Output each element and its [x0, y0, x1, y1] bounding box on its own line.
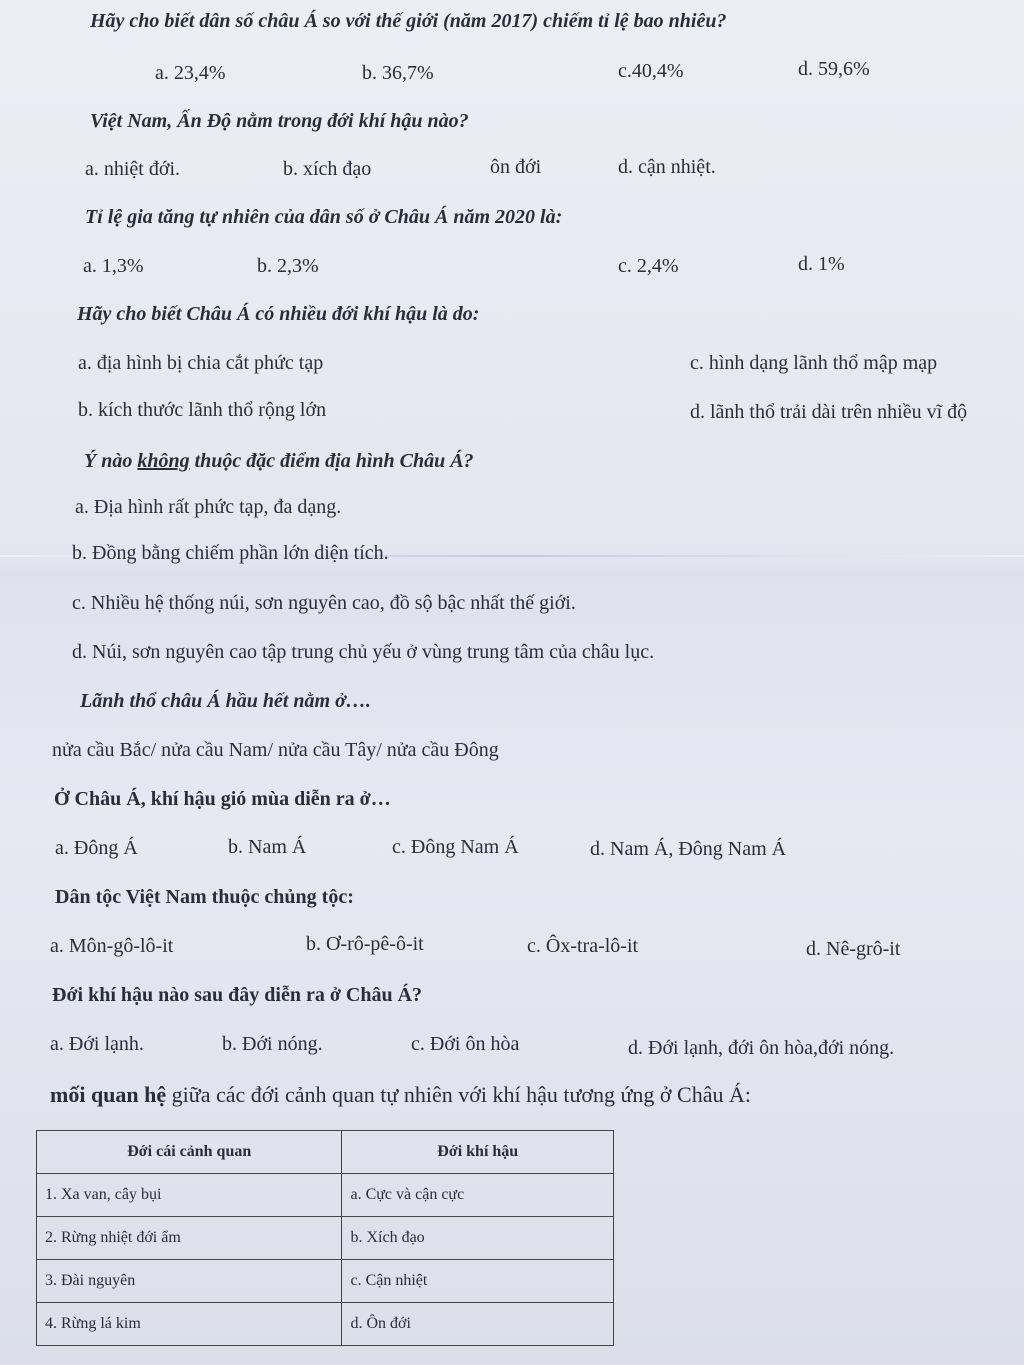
matching-table [36, 1130, 614, 1346]
table-row [37, 1174, 614, 1217]
q7-option-b: b. Nam Á [228, 836, 307, 858]
q5-option-c: c. Nhiều hệ thống núi, sơn nguyên cao, đồ sộ bậc nhất thế giới. [72, 592, 576, 614]
q7-option-d: d. Nam Á, Đông Nam Á [590, 838, 787, 860]
question-9: Đới khí hậu nào sau đây diễn ra ở Châu Á? [52, 984, 423, 1006]
q8-option-a: a. Môn-gô-lô-it [50, 935, 174, 957]
table-cell: 1. Xa van, cây bụi [37, 1174, 342, 1217]
table-cell: c. Cận nhiệt [342, 1260, 614, 1303]
table-cell: a. Cực và cận cực [342, 1174, 614, 1217]
table-header-row [37, 1131, 614, 1174]
table-header-climate: Đới khí hậu [342, 1131, 614, 1174]
q5-option-d: d. Núi, sơn nguyên cao tập trung chủ yếu ở vùng trung tâm của châu lục. [72, 641, 655, 663]
q2-option-a: a. nhiệt đới. [85, 158, 180, 180]
table-cell: d. Ôn đới [342, 1303, 614, 1346]
q2-option-b: b. xích đạo [283, 158, 372, 180]
q1-option-d: d. 59,6% [798, 58, 870, 80]
q3-option-b: b. 2,3% [257, 255, 319, 277]
table-cell: 2. Rừng nhiệt đới ẩm [37, 1217, 342, 1260]
q5-suffix: thuộc đặc điểm địa hình Châu Á? [189, 450, 474, 472]
q9-option-b: b. Đới nóng. [222, 1033, 323, 1055]
q5-option-a: a. Địa hình rất phức tạp, đa dạng. [75, 496, 342, 518]
q3-option-a: a. 1,3% [83, 255, 144, 277]
q9-option-c: c. Đới ôn hòa [411, 1033, 520, 1055]
q5-option-b: b. Đồng bằng chiếm phần lớn diện tích. [72, 542, 389, 564]
table-row [37, 1217, 614, 1260]
q4-option-b: b. kích thước lãnh thổ rộng lớn [78, 399, 327, 421]
q5-prefix: Ý nào [84, 450, 138, 472]
question-3: Tỉ lệ gia tăng tự nhiên của dân số ở Châu Á năm 2020 là: [85, 206, 563, 228]
question-5 [84, 450, 474, 473]
q6-answer-line: nửa cầu Bắc/ nửa cầu Nam/ nửa cầu Tây/ nửa cầu Đông [52, 739, 499, 761]
q4-option-c: c. hình dạng lãnh thổ mập mạp [690, 352, 938, 374]
table-cell: b. Xích đạo [342, 1217, 614, 1260]
q4-option-d: d. lãnh thổ trải dài trên nhiều vĩ độ [690, 401, 968, 423]
q2-option-d: d. cận nhiệt. [618, 156, 716, 178]
table-row [37, 1260, 614, 1303]
question-7: Ở Châu Á, khí hậu gió mùa diễn ra ở… [54, 788, 391, 810]
question-1: Hãy cho biết dân số châu Á so với thế giới (năm 2017) chiếm tỉ lệ bao nhiêu? [90, 10, 727, 32]
q3-option-d: d. 1% [798, 253, 845, 275]
table-row [37, 1303, 614, 1346]
q3-option-c: c. 2,4% [618, 255, 679, 277]
q4-option-a: a. địa hình bị chia cắt phức tạp [78, 352, 324, 374]
q9-option-d: d. Đới lạnh, đới ôn hòa,đới nóng. [628, 1037, 895, 1059]
q1-option-b: b. 36,7% [362, 62, 434, 84]
q8-option-d: d. Nê-grô-it [806, 938, 901, 960]
question-10 [50, 1082, 751, 1108]
q9-option-a: a. Đới lạnh. [50, 1033, 144, 1055]
q7-option-c: c. Đông Nam Á [392, 836, 519, 858]
q1-option-a: a. 23,4% [155, 62, 226, 84]
q10-bold: mối quan hệ [50, 1082, 167, 1107]
table-header-landscape: Đới cái cảnh quan [37, 1131, 342, 1174]
table-cell: 3. Đài nguyên [37, 1260, 342, 1303]
q8-option-c: c. Ôx-tra-lô-it [527, 935, 639, 957]
question-2: Việt Nam, Ấn Độ nằm trong đới khí hậu nào? [90, 110, 469, 132]
table-cell: 4. Rừng lá kim [37, 1303, 342, 1346]
q2-option-c: ôn đới [490, 156, 542, 178]
q10-rest: giữa các đới cảnh quan tự nhiên với khí hậu tương ứng ở Châu Á: [166, 1082, 751, 1107]
q8-option-b: b. Ơ-rô-pê-ô-it [306, 933, 424, 955]
q1-option-c: c.40,4% [618, 60, 684, 82]
question-8: Dân tộc Việt Nam thuộc chủng tộc: [55, 886, 354, 908]
question-6: Lãnh thổ châu Á hầu hết nằm ở…. [80, 690, 371, 712]
q5-underlined: không [137, 450, 190, 472]
q7-option-a: a. Đông Á [55, 837, 138, 859]
question-4: Hãy cho biết Châu Á có nhiều đới khí hậu là do: [77, 303, 480, 325]
